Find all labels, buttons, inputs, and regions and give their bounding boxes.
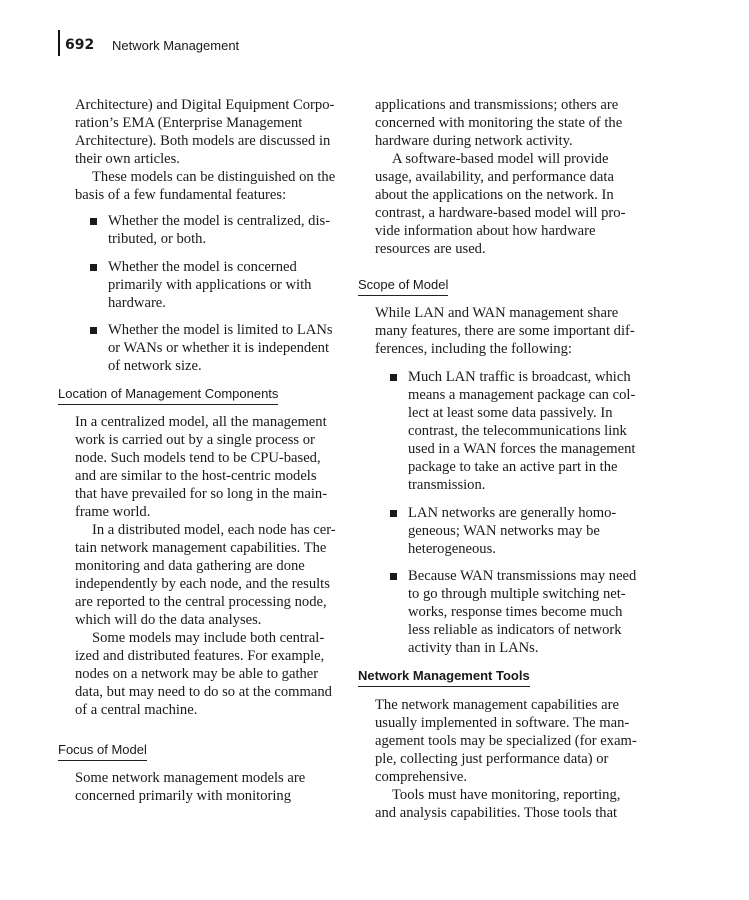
software-paragraph <box>375 150 655 258</box>
text-line: usage, availability, and performance data <box>375 169 614 185</box>
left-column <box>58 96 350 805</box>
list-item <box>75 258 350 312</box>
location-paragraph-3 <box>75 629 350 719</box>
text-line: These models can be distinguished on the <box>92 169 336 185</box>
text-line: The network management capabilities are <box>375 697 619 713</box>
text-line: ferences, including the following: <box>375 341 572 357</box>
text-line: ized and distributed features. For example, <box>75 648 325 664</box>
text-line: Much LAN traffic is broadcast, which <box>408 369 631 385</box>
focus-heading-wrap <box>58 741 350 761</box>
list-item <box>375 368 655 494</box>
text-line: are reported to the central processing node, <box>75 594 327 610</box>
text-line: contrast, a hardware-based model will pro- <box>375 205 626 221</box>
location-paragraph-1 <box>75 413 350 521</box>
text-line: data, but may need to do so at the command <box>75 684 332 700</box>
text-line: works, response times become much <box>408 604 623 620</box>
text-line: vide information about how hardware <box>375 223 596 239</box>
features-intro-paragraph <box>75 168 350 204</box>
text-line: activity than in LANs. <box>408 640 539 656</box>
text-line: primarily with applications or with <box>108 277 312 293</box>
section-heading-focus: Focus of Model <box>58 742 147 761</box>
text-line: LAN networks are generally homo- <box>408 505 617 521</box>
text-line: many features, there are some important dif- <box>375 323 635 339</box>
text-line: comprehensive. <box>375 769 467 785</box>
right-column <box>358 96 655 822</box>
text-line: less reliable as indicators of network <box>408 622 622 638</box>
text-line: While LAN and WAN management share <box>375 305 619 321</box>
section-heading-scope: Scope of Model <box>358 277 448 296</box>
page-number: 692 <box>65 37 95 53</box>
scope-heading-wrap <box>358 276 655 296</box>
text-line: Architecture) and Digital Equipment Corpo- <box>75 97 335 113</box>
text-line: Whether the model is centralized, dis- <box>108 213 331 229</box>
intro-paragraph <box>75 96 350 168</box>
text-line: ration’s EMA (Enterprise Management <box>75 115 303 131</box>
list-item <box>75 321 350 375</box>
features-list <box>75 212 350 375</box>
text-line: lect at least some data passively. In <box>408 405 613 421</box>
text-line: concerned with monitoring the state of the <box>375 115 623 131</box>
text-line: of network size. <box>108 358 202 374</box>
text-line: node. Such models tend to be CPU-based, <box>75 450 321 466</box>
list-item <box>375 567 655 657</box>
text-line: agement tools may be specialized (for exam- <box>375 733 637 749</box>
text-line: hardware. <box>108 295 166 311</box>
text-line: tain network management capabilities. The <box>75 540 327 556</box>
text-line: geneous; WAN networks may be <box>408 523 600 539</box>
text-line: A software-based model will provide <box>392 151 609 167</box>
text-line: usually implemented in software. The man- <box>375 715 630 731</box>
list-item <box>75 212 350 248</box>
text-line: which will do the data analyses. <box>75 612 262 628</box>
text-line: concerned primarily with monitoring <box>75 788 292 804</box>
header-rule <box>58 30 60 56</box>
text-line: and analysis capabilities. Those tools that <box>375 805 618 821</box>
text-line: ple, collecting just performance data) or <box>375 751 609 767</box>
tools-paragraph-1 <box>375 696 655 786</box>
text-line: and are similar to the host-centric models <box>75 468 317 484</box>
text-line: about the applications on the network. In <box>375 187 614 203</box>
tools-paragraph-2 <box>375 786 655 822</box>
text-line: Whether the model is concerned <box>108 259 297 275</box>
text-line: means a management package can col- <box>408 387 636 403</box>
text-line: Some models may include both central- <box>92 630 325 646</box>
text-line: work is carried out by a single process or <box>75 432 315 448</box>
text-line: Because WAN transmissions may need <box>408 568 637 584</box>
text-line: or WANs or whether it is independent <box>108 340 330 356</box>
focus-continued-paragraph <box>375 96 655 150</box>
location-heading-wrap <box>58 385 350 405</box>
location-paragraph-2 <box>75 521 350 629</box>
text-line: heterogeneous. <box>408 541 496 557</box>
text-line: basis of a few fundamental features: <box>75 187 287 203</box>
section-heading-tools: Network Management Tools <box>358 668 530 687</box>
text-line: frame world. <box>75 504 151 520</box>
text-line: used in a WAN forces the management <box>408 441 636 457</box>
text-line: In a centralized model, all the management <box>75 414 327 430</box>
scope-list <box>375 368 655 657</box>
list-item <box>375 504 655 558</box>
text-line: that have prevailed for so long in the main- <box>75 486 328 502</box>
text-line: Some network management models are <box>75 770 306 786</box>
text-line: their own articles. <box>75 151 180 167</box>
text-line: hardware during network activity. <box>375 133 573 149</box>
text-line: applications and transmissions; others are <box>375 97 619 113</box>
running-title: Network Management <box>112 38 240 53</box>
text-line: of a central machine. <box>75 702 198 718</box>
text-line: monitoring and data gathering are done <box>75 558 305 574</box>
text-line: package to take an active part in the <box>408 459 618 475</box>
text-line: transmission. <box>408 477 486 493</box>
text-line: Tools must have monitoring, reporting, <box>392 787 621 803</box>
focus-paragraph-1 <box>75 769 350 805</box>
text-line: Whether the model is limited to LANs <box>108 322 333 338</box>
tools-heading-wrap <box>358 667 655 687</box>
scope-paragraph-1 <box>375 304 655 358</box>
text-line: tributed, or both. <box>108 231 207 247</box>
text-line: independently by each node, and the results <box>75 576 330 592</box>
section-heading-location: Location of Management Components <box>58 386 278 405</box>
text-line: resources are used. <box>375 241 486 257</box>
text-line: to go through multiple switching net- <box>408 586 626 602</box>
text-line: contrast, the telecommunications link <box>408 423 627 439</box>
text-line: Architecture). Both models are discussed in <box>75 133 331 149</box>
text-line: nodes on a network may be able to gather <box>75 666 319 682</box>
text-line: In a distributed model, each node has cer- <box>92 522 336 538</box>
